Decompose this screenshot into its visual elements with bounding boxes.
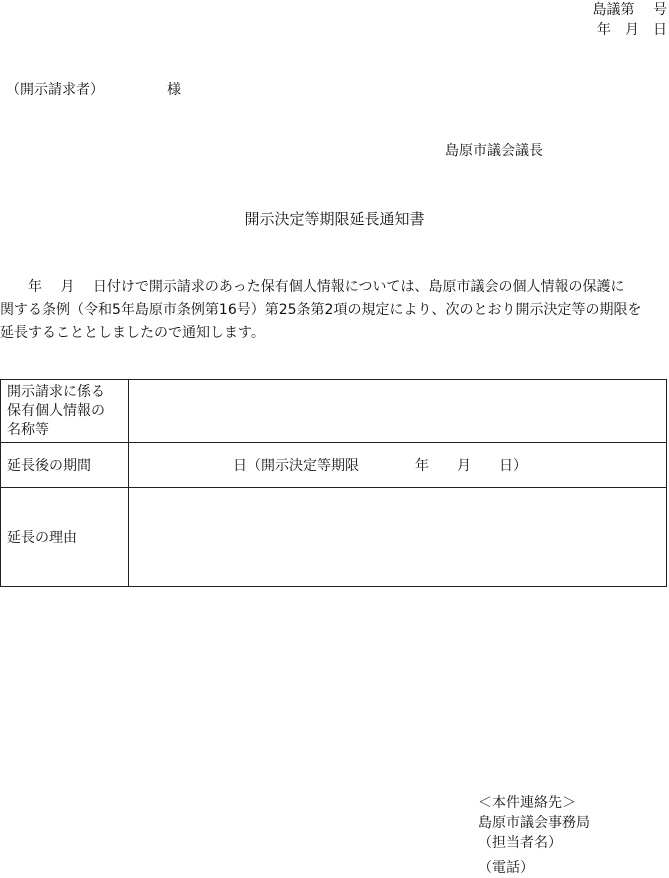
contact-block bbox=[478, 793, 590, 878]
body-paragraph bbox=[0, 276, 669, 345]
extension-reason-value bbox=[129, 488, 667, 587]
contact-office: 島原市議会事務局 bbox=[478, 815, 590, 831]
document-title: 開示決定等期限延長通知書 bbox=[244, 210, 425, 228]
info-table bbox=[0, 379, 667, 587]
contact-heading: ＜本件連絡先＞ bbox=[478, 795, 576, 811]
info-name-value bbox=[129, 380, 667, 443]
table-row bbox=[1, 443, 667, 488]
contact-person: （担当者名） bbox=[478, 835, 562, 851]
document-number-block bbox=[593, 0, 667, 40]
addressee: （開示請求者） 様 bbox=[6, 82, 181, 98]
info-name-label: 開示請求に係る 保有個人情報の 名称等 bbox=[1, 380, 129, 443]
body-line: 延長することとしましたので通知します。 bbox=[0, 325, 265, 341]
table-row bbox=[1, 488, 667, 587]
body-line: 関する条例（令和5年島原市条例第16号）第25条第2項の規定により、次のとおり開示決定等の期限を bbox=[0, 302, 642, 318]
extended-period-value: 日（開示決定等期限 年 月 日） bbox=[129, 443, 667, 488]
table-row bbox=[1, 380, 667, 443]
contact-phone: （電話） bbox=[478, 860, 534, 876]
extension-reason-label: 延長の理由 bbox=[1, 488, 129, 587]
sender: 島原市議会議長 bbox=[445, 143, 543, 159]
document-number: 島議第 号 bbox=[592, 2, 667, 18]
document-date: 年 月 日 bbox=[597, 22, 667, 38]
extended-period-label: 延長後の期間 bbox=[1, 443, 129, 488]
body-line: 年 月 日付けで開示請求のあった保有個人情報については、島原市議会の個人情報の保護に bbox=[0, 279, 625, 295]
